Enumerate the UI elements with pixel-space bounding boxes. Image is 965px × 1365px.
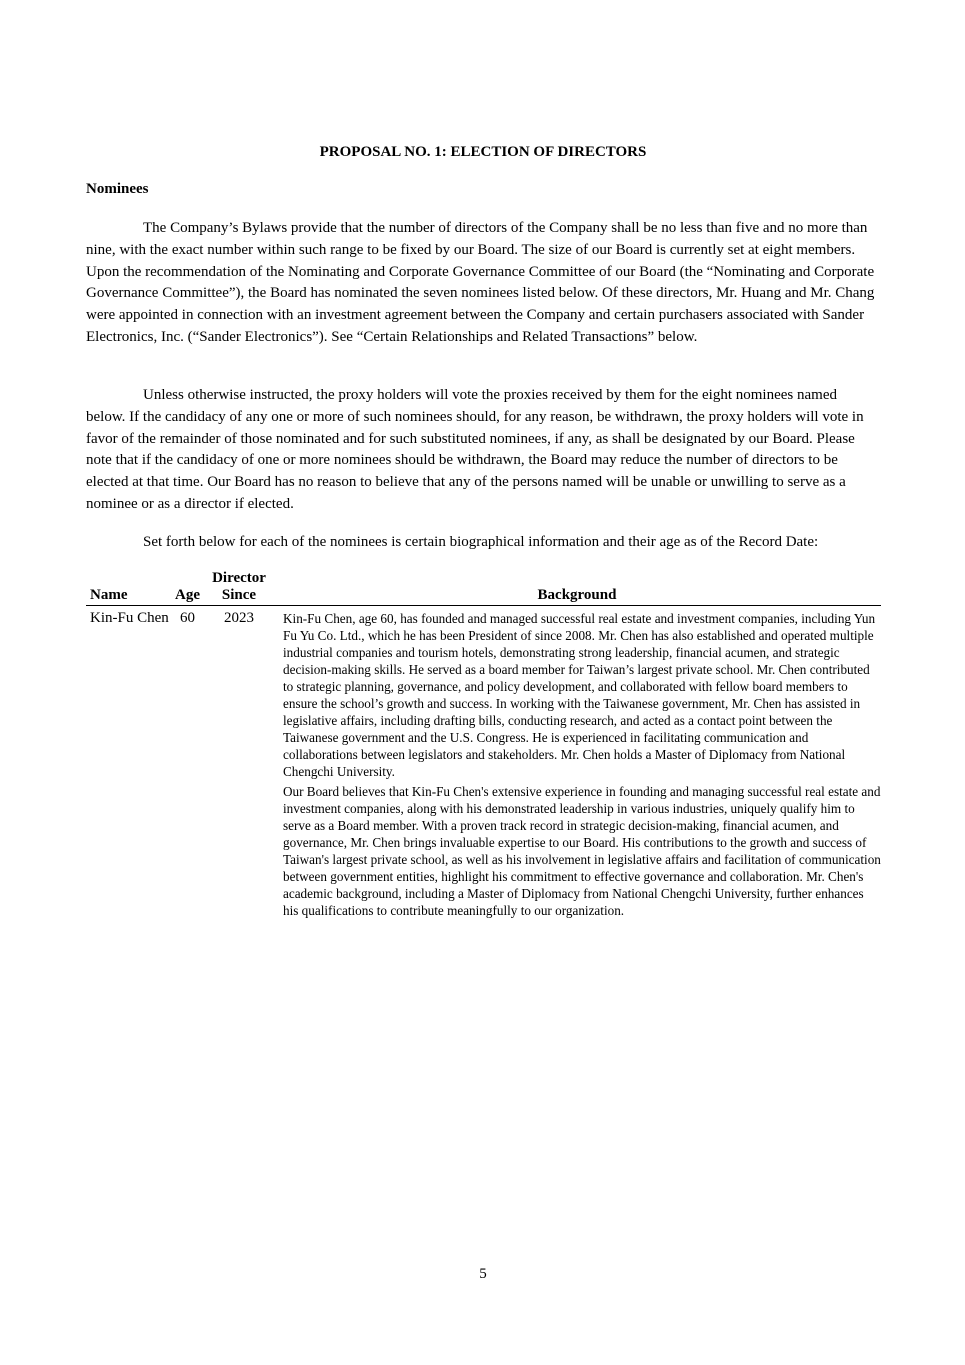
nominee-since: 2023 — [224, 610, 254, 626]
section-heading: Nominees — [86, 181, 149, 197]
background-paragraph: Our Board believes that Kin-Fu Chen's extensive experience in founding and managing successful real estate and investment companies, along with his demonstrated leadership in various industries, uniquely qualify him to serve as a Board member. With a proven track record in strategic decision-making, financial acumen, and governance, Mr. Chen brings invaluable expertise to our Board. His contributions to the growth and success of Taiwan's largest private school, as well as his involvement in legislative affairs and facilitation of communication between government entities, highlight his commitment to effective governance and collaboration. Mr. Chen's academic background, including a Master of Diplomacy from National Chengchi University, further enhances his qualifications to contribute meaningfully to our organization. — [283, 784, 881, 918]
nominees-table — [86, 570, 881, 919]
header-background: Background — [273, 570, 881, 606]
nominee-name: Kin-Fu Chen — [90, 610, 169, 626]
nominee-age: 60 — [180, 610, 195, 626]
header-director-since — [205, 570, 273, 606]
header-name: Name — [86, 570, 170, 606]
page-number: 5 — [479, 1266, 487, 1282]
background-paragraph: Kin-Fu Chen, age 60, has founded and managed successful real estate and investment companies, including Yun Fu Yu Co. Ltd., which he has been President of since 2008. Mr. Chen has also established and operated multiple industrial companies and tourism hotels, demonstrating strong leadership, financial acumen, and strategic decision-making skills. He served as a board member for Taiwan’s largest private school. Mr. Chen contributed to strategic planning, governance, and policy development, and collaborated with fellow board members to ensure the school’s growth and success. In working with the Taiwanese government, Mr. Chen has assisted in legislative affairs, including drafting bills, conducting research, and acted as a contact point between the Taiwanese government and the U.S. Congress. He is experienced in facilitating communication and collaborations between legislators and stakeholders. Mr. Chen holds a Master of Diplomacy from National Chengchi University. — [283, 611, 876, 779]
paragraph-bylaws: The Company’s Bylaws provide that the number of directors of the Company shall be no less than five and no more than nine, with the exact number within such range to be fixed by our Board. The size of our Board is currently set at eight members. Upon the recommendation of the Nominating and Corporate Governance Committee of our Board (the “Nominating and Corporate Governance Committee”), the Board has nominated the seven nominees listed below. Of these directors, Mr. Huang and Mr. Chang were appointed in connection with an investment agreement between the Company and certain purchasers associated with Sander Electronics, Inc. (“Sander Electronics”). See “Certain Relationships and Related Transactions” below. — [86, 220, 875, 345]
header-director-since-line2: Since — [221, 587, 257, 603]
nominee-background — [273, 606, 881, 920]
table-row — [86, 606, 881, 920]
table-header-row — [86, 570, 881, 606]
header-director-since-line1: Director — [212, 570, 266, 586]
paragraph-intro: Set forth below for each of the nominees is certain biographical information and their age as of the Record Date: — [143, 534, 819, 550]
page-title: PROPOSAL NO. 1: ELECTION OF DIRECTORS — [319, 144, 647, 160]
paragraph-proxy: Unless otherwise instructed, the proxy holders will vote the proxies received by them for the eight nominees named below. If the candidacy of any one or more of such nominees should, for any reason, be withdrawn, the proxy holders will vote in favor of the remainder of those nominated and for such substituted nominees, if any, as shall be designated by our Board. Please note that if the candidacy of one or more nominees should be withdrawn, the Board may reduce the number of directors to be elected at that time. Our Board has no reason to believe that any of the persons named will be unable or unwilling to serve as a nominee or as a director if elected. — [86, 387, 864, 512]
header-age: Age — [170, 570, 205, 606]
